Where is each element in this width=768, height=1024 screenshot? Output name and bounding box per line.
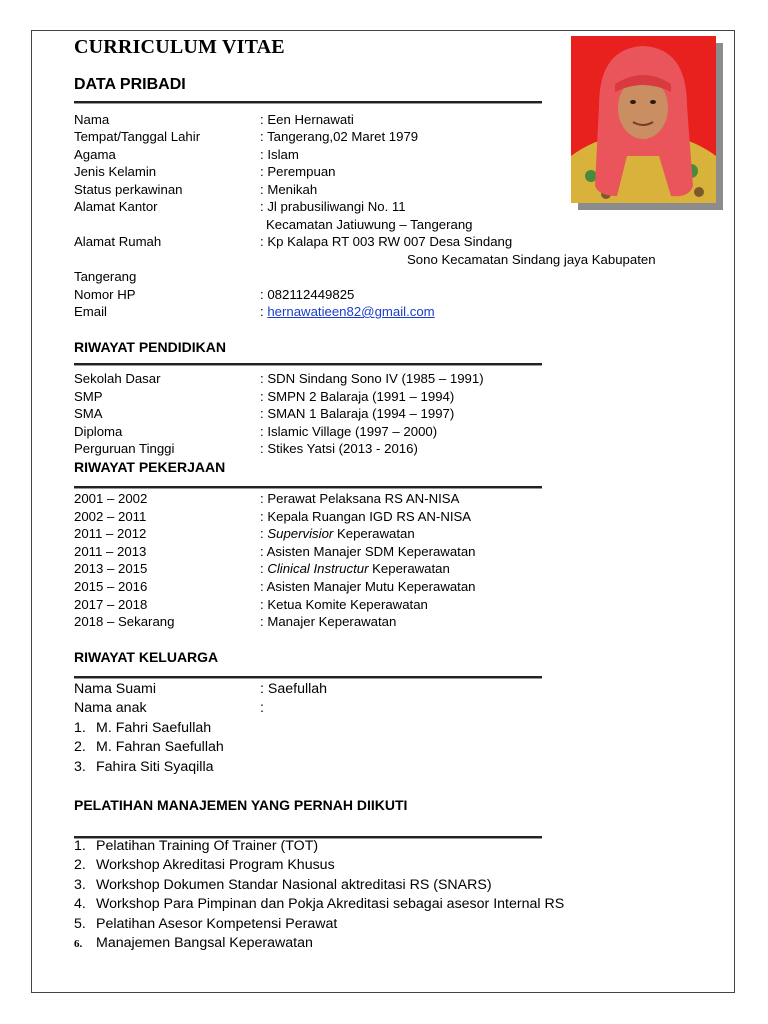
list-number: 1. — [74, 838, 86, 854]
list-number: 2. — [74, 739, 86, 756]
training-name: Workshop Akreditasi Program Khusus — [96, 857, 335, 874]
field-value: : Stikes Yatsi (2013 - 2016) — [260, 441, 418, 457]
field-label: 2001 – 2002 — [74, 491, 148, 506]
work-row — [74, 613, 714, 630]
training-item — [74, 857, 335, 874]
field-label: Perguruan Tinggi — [74, 441, 175, 457]
training-item — [74, 877, 492, 894]
field-value: : Jl prabusiliwangi No. 11 — [260, 199, 406, 214]
field-value: : SMPN 2 Balaraja (1991 – 1994) — [260, 388, 455, 404]
education-row — [74, 423, 714, 440]
field-label: Tempat/Tanggal Lahir — [74, 129, 201, 144]
field-label: Nama anak — [74, 700, 147, 716]
work-row — [74, 543, 714, 560]
child-item — [74, 739, 224, 756]
education-row — [74, 370, 714, 387]
section-heading-work: RIWAYAT PEKERJAAN — [74, 459, 226, 475]
personal-row — [74, 128, 714, 145]
child-item — [74, 759, 214, 776]
training-item — [74, 838, 318, 855]
section-divider — [74, 101, 542, 104]
field-label: Alamat Rumah — [74, 234, 162, 249]
child-name: M. Fahran Saefullah — [96, 739, 224, 756]
field-label: Nomor HP — [74, 287, 136, 302]
training-name: Pelatihan Asesor Kompetensi Perawat — [96, 915, 338, 932]
personal-row — [74, 163, 714, 180]
email-link[interactable]: hernawatieen82@gmail.com — [267, 304, 435, 319]
work-row — [74, 508, 714, 525]
training-name: Manajemen Bangsal Keperawatan — [96, 935, 313, 951]
field-value: : Ketua Komite Keperawatan — [260, 596, 428, 612]
field-value: : — [260, 700, 264, 716]
training-item — [74, 935, 313, 953]
field-value: : Tangerang,02 Maret 1979 — [260, 129, 419, 144]
field-label: 2011 – 2012 — [74, 526, 147, 542]
field-value: : SMAN 1 Balaraja (1994 – 1997) — [260, 406, 455, 422]
work-row — [74, 525, 714, 542]
personal-row — [74, 286, 714, 303]
child-name: M. Fahri Saefullah — [96, 720, 212, 736]
field-value: : Menikah — [260, 182, 318, 197]
personal-row — [74, 111, 714, 128]
field-value: : Asisten Manajer Mutu Keperawatan — [260, 579, 476, 594]
field-value: : Een Hernawati — [260, 112, 354, 127]
section-divider — [74, 486, 542, 489]
list-number: 3. — [74, 876, 86, 893]
list-number: 2. — [74, 857, 86, 874]
field-label: Sekolah Dasar — [74, 371, 161, 386]
personal-row — [74, 216, 714, 233]
section-heading-education: RIWAYAT PENDIDIKAN — [74, 339, 226, 355]
education-row — [74, 405, 714, 422]
field-value: : Perempuan — [260, 164, 336, 179]
training-name: Pelatihan Training Of Trainer (TOT) — [96, 838, 319, 854]
field-label: 2011 – 2013 — [74, 543, 147, 559]
email-row — [74, 303, 714, 320]
field-value: : Islam — [260, 147, 299, 162]
field-label: Nama Suami — [74, 681, 157, 697]
field-label: Agama — [74, 147, 116, 162]
field-value: : Manajer Keperawatan — [260, 614, 397, 630]
section-heading-personal: DATA PRIBADI — [74, 76, 186, 93]
personal-row — [74, 268, 714, 285]
document-title: CURRICULUM VITAE — [74, 36, 285, 58]
child-name: Fahira Siti Syaqilla — [96, 758, 214, 775]
field-value: : Kepala Ruangan IGD RS AN-NISA — [260, 508, 472, 524]
field-label: SMP — [74, 388, 103, 404]
field-label: Diploma — [74, 423, 123, 439]
field-value: : Asisten Manajer SDM Keperawatan — [260, 543, 476, 559]
work-row — [74, 596, 714, 613]
field-label: 2002 – 2011 — [74, 508, 147, 524]
field-value: : Islamic Village (1997 – 2000) — [260, 423, 438, 439]
work-row — [74, 560, 714, 577]
list-number: 4. — [74, 896, 86, 913]
field-value: : 082112449825 — [260, 287, 355, 302]
field-label: 2018 – Sekarang — [74, 614, 175, 630]
list-number: 1. — [74, 720, 86, 736]
field-label: SMA — [74, 406, 103, 422]
personal-row — [74, 233, 714, 250]
field-value: : Perawat Pelaksana RS AN-NISA — [260, 491, 460, 506]
field-value: Kecamatan Jatiuwung – Tangerang — [266, 217, 473, 232]
field-label: Alamat Kantor — [74, 199, 158, 214]
child-item — [74, 720, 211, 737]
personal-row — [74, 251, 714, 268]
field-value: : Saefullah — [260, 681, 328, 697]
field-label: 2013 – 2015 — [74, 561, 148, 577]
list-number: 5. — [74, 915, 86, 932]
field-value: : Kp Kalapa RT 003 RW 007 Desa Sindang — [260, 234, 513, 249]
field-value: : SDN Sindang Sono IV (1985 – 1991) — [260, 371, 484, 386]
work-row — [74, 578, 714, 595]
section-divider — [74, 363, 542, 366]
training-name: Workshop Dokumen Standar Nasional aktreditasi RS (SNARS) — [96, 876, 492, 893]
section-heading-training: PELATIHAN MANAJEMEN YANG PERNAH DIIKUTI — [74, 797, 408, 813]
work-row — [74, 490, 714, 507]
education-row — [74, 440, 714, 457]
personal-row — [74, 198, 714, 215]
field-label: 2017 – 2018 — [74, 596, 148, 612]
section-divider — [74, 676, 542, 679]
spouse-row — [74, 681, 714, 698]
field-value: : Clinical Instructur Keperawatan — [260, 561, 450, 577]
field-value: Sono Kecamatan Sindang jaya Kabupaten — [407, 252, 656, 267]
field-label: Status perkawinan — [74, 182, 183, 197]
field-value: : hernawatieen82@gmail.com — [260, 304, 435, 319]
children-label-row — [74, 700, 714, 717]
cv-page — [31, 30, 735, 993]
field-label: Email — [74, 304, 107, 319]
field-value: : Supervisior Keperawatan — [260, 526, 415, 542]
training-name: Workshop Para Pimpinan dan Pokja Akreditasi sebagai asesor Internal RS — [96, 896, 565, 913]
field-label: Tangerang — [74, 269, 137, 284]
field-label: Nama — [74, 112, 110, 127]
training-item — [74, 896, 564, 913]
education-row — [74, 388, 714, 405]
list-number: 3. — [74, 758, 86, 775]
field-label: 2015 – 2016 — [74, 579, 148, 594]
field-label: Jenis Kelamin — [74, 164, 157, 179]
list-number: 6. — [74, 938, 83, 950]
section-heading-family: RIWAYAT KELUARGA — [74, 649, 219, 665]
training-item — [74, 916, 337, 933]
personal-row — [74, 146, 714, 163]
personal-row — [74, 181, 714, 198]
